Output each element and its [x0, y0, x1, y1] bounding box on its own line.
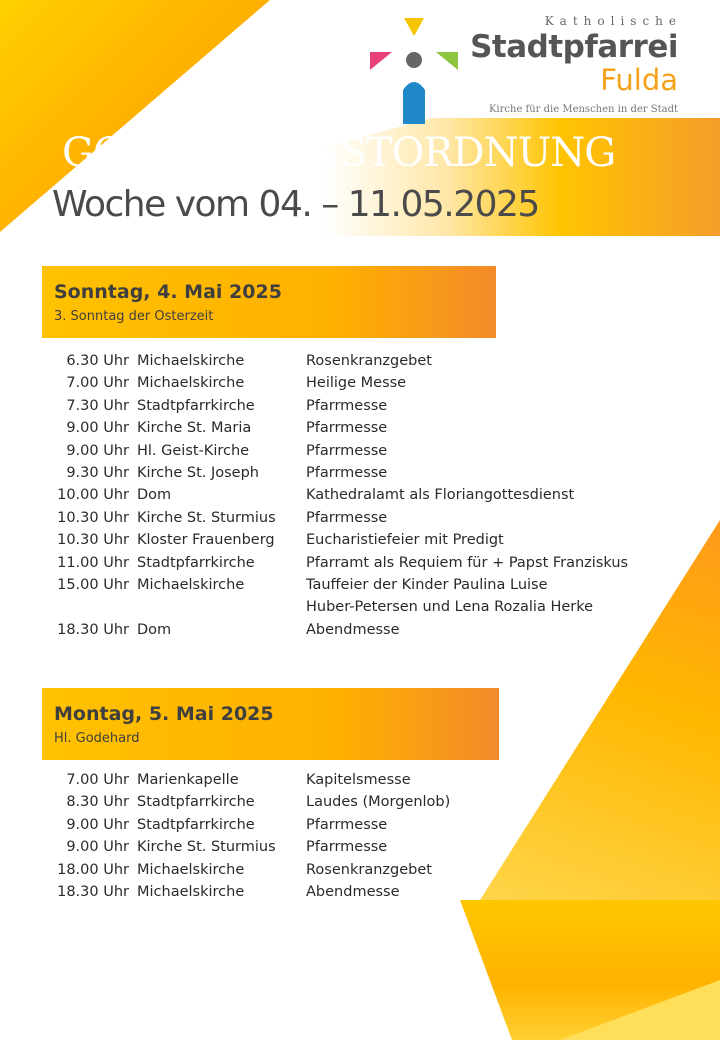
service-time: 10.30 Uhr: [57, 532, 129, 549]
service-event: Pfarrmesse: [306, 464, 388, 481]
service-location: Kloster Frauenberg: [137, 532, 275, 549]
schedule-row: [42, 510, 662, 532]
service-time: 7.00 Uhr: [66, 375, 129, 392]
service-event: Kapitelsmesse: [306, 772, 411, 788]
church-logo-icon: [370, 18, 458, 124]
service-location: Kirche St. Sturmius: [137, 839, 276, 856]
schedule-row: [42, 532, 662, 554]
service-event: Pfarrmesse: [306, 839, 388, 856]
logo-small-text: Katholische: [544, 14, 682, 28]
service-location: Michaelskirche: [137, 883, 245, 900]
service-event: Pfarrmesse: [306, 816, 388, 833]
service-location: Stadtpfarrkirche: [137, 397, 255, 414]
schedule-row: [42, 398, 662, 420]
service-time: 8.30 Uhr: [66, 794, 129, 811]
logo-main-text: Stadtpfarrei: [470, 29, 678, 65]
service-location: Dom: [137, 621, 172, 638]
service-location: Stadtpfarrkirche: [137, 816, 255, 833]
service-location: Kirche St. Maria: [137, 420, 252, 437]
service-time: 18.30 Uhr: [57, 621, 129, 638]
service-event: Rosenkranzgebet: [306, 353, 432, 369]
service-time: 10.30 Uhr: [57, 509, 129, 526]
schedule-row: [42, 772, 662, 794]
service-event: Pfarrmesse: [306, 420, 388, 437]
service-time: 18.30 Uhr: [57, 883, 129, 900]
service-time: 9.30 Uhr: [66, 464, 129, 481]
service-time: 15.00 Uhr: [57, 576, 129, 593]
service-time: 7.00 Uhr: [66, 772, 129, 788]
service-location: Dom: [137, 487, 172, 504]
schedule-row: [42, 420, 662, 442]
service-time: 9.00 Uhr: [66, 839, 129, 856]
service-event: Huber-Petersen und Lena Rozalia Herke: [306, 599, 594, 616]
schedule-row: [42, 862, 662, 884]
service-time: 9.00 Uhr: [66, 442, 129, 459]
service-time: 10.00 Uhr: [57, 487, 129, 504]
schedule-row: [42, 817, 662, 839]
service-time: 6.30 Uhr: [66, 353, 129, 369]
schedule-row: [42, 465, 662, 487]
service-time: 18.00 Uhr: [57, 861, 129, 878]
schedule-row: [42, 577, 662, 599]
service-location: Stadtpfarrkirche: [137, 554, 255, 571]
service-event: Pfarramt als Requiem für + Papst Franziskus: [306, 554, 629, 571]
service-location: Stadtpfarrkirche: [137, 794, 255, 811]
service-time: 9.00 Uhr: [66, 420, 129, 437]
logo-wordmark: [466, 14, 682, 115]
service-event: Abendmesse: [306, 883, 400, 900]
day-title: Montag, 5. Mai 2025: [54, 703, 274, 725]
day-subtitle: Hl. Godehard: [54, 731, 140, 746]
service-location: Kirche St. Joseph: [137, 464, 259, 481]
service-location: Michaelskirche: [137, 576, 245, 593]
service-location: Marienkapelle: [137, 772, 239, 788]
day-subtitle: 3. Sonntag der Osterzeit: [54, 309, 214, 324]
service-event: Rosenkranzgebet: [306, 861, 432, 878]
service-time: 7.30 Uhr: [66, 397, 129, 414]
service-event: Pfarrmesse: [306, 397, 388, 414]
schedule-row: [42, 375, 662, 397]
service-time: 9.00 Uhr: [66, 816, 129, 833]
service-event: Pfarrmesse: [306, 509, 388, 526]
schedule-row: [42, 599, 662, 621]
service-time: 11.00 Uhr: [57, 554, 129, 571]
schedule-row: [42, 555, 662, 577]
day-header-monday: [42, 688, 499, 760]
logo-city-text: Fulda: [600, 63, 678, 97]
service-event: Kathedralamt als Floriangottesdienst: [306, 487, 575, 504]
day-title: Sonntag, 4. Mai 2025: [54, 281, 282, 303]
schedule-list-monday: [42, 772, 662, 906]
service-location: Michaelskirche: [137, 375, 245, 392]
schedule-list-sunday: [42, 353, 662, 644]
schedule-row: [42, 487, 662, 509]
schedule-row: [42, 884, 662, 906]
schedule-row: [42, 443, 662, 465]
service-location: Kirche St. Sturmius: [137, 509, 276, 526]
service-location: Michaelskirche: [137, 861, 245, 878]
page-subtitle: Woche vom 04. – 11.05.2025: [52, 184, 539, 225]
service-event: Laudes (Morgenlob): [306, 794, 451, 811]
service-event: Tauffeier der Kinder Paulina Luise: [306, 576, 548, 593]
service-location: Michaelskirche: [137, 353, 245, 369]
service-event: Eucharistiefeier mit Predigt: [306, 532, 504, 549]
logo-tagline: Kirche für die Menschen in der Stadt: [488, 104, 678, 115]
schedule-row: [42, 839, 662, 861]
service-location: Hl. Geist-Kirche: [137, 442, 250, 459]
service-event: Abendmesse: [306, 621, 400, 638]
schedule-row: [42, 353, 662, 375]
service-event: Pfarrmesse: [306, 442, 388, 459]
schedule-row: [42, 622, 662, 644]
schedule-row: [42, 794, 662, 816]
page-title: GOTTESDIENSTORDNUNG: [62, 130, 616, 176]
service-event: Heilige Messe: [306, 375, 407, 392]
day-header-sunday: [42, 266, 496, 338]
